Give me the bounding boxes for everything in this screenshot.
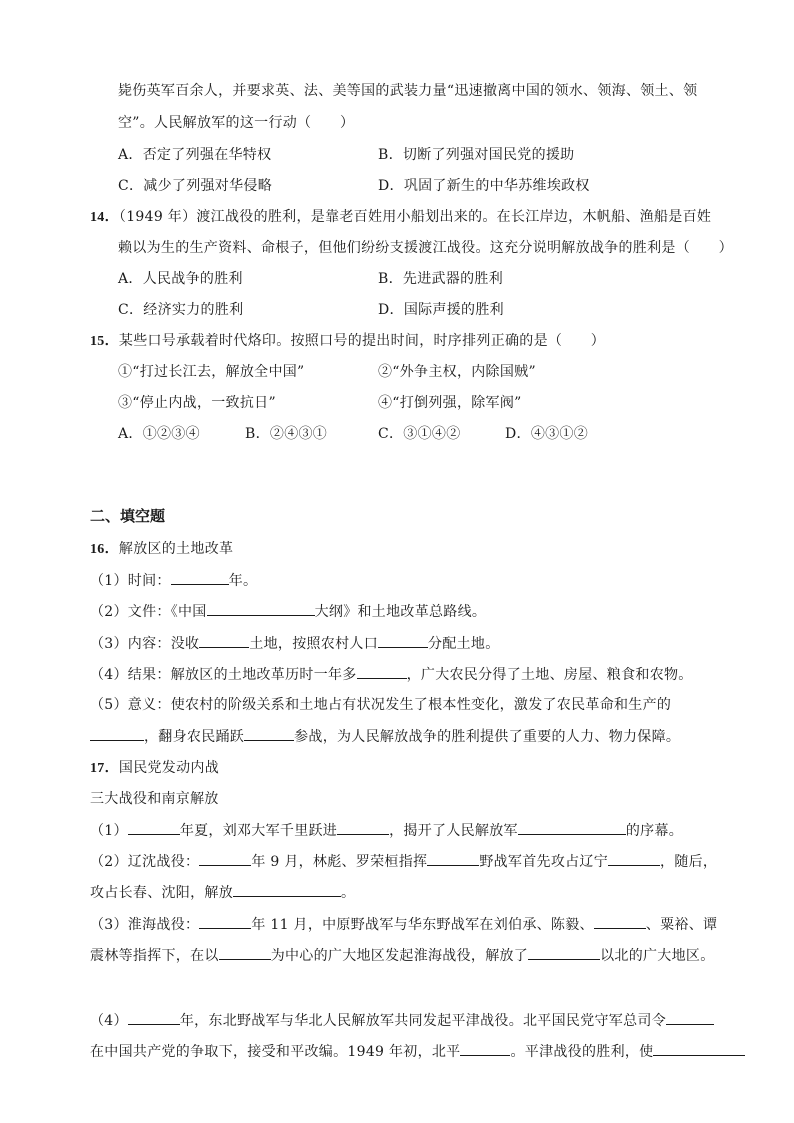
answer-blank[interactable] (594, 914, 646, 929)
answer-blank[interactable] (528, 945, 600, 960)
q15-option-d[interactable]: D．④③①② (505, 426, 589, 442)
q17-item-1-tail: 的序幕。 (625, 823, 684, 839)
q17-item-2-mid: 年 9 月，林彪、罗荣桓指挥 (251, 854, 428, 870)
q17-item-3-cont-mid: 为中心的广大地区发起淮海战役，解放了 (270, 948, 529, 964)
answer-blank[interactable] (219, 945, 271, 960)
q17-title (90, 758, 219, 779)
answer-blank[interactable] (460, 1041, 510, 1056)
answer-blank[interactable] (171, 570, 229, 585)
q15-statement-3: ③“停止内战，一致抗日” (118, 395, 276, 411)
q16-item-5-cont (90, 726, 680, 747)
answer-blank[interactable] (357, 664, 407, 679)
answer-blank[interactable] (378, 633, 428, 648)
q17-item-3-cont-tail: 以北的广大地区。 (600, 948, 715, 964)
q16-item-5-mid: ，翻身农民踊跃 (144, 729, 245, 745)
q17-item-2 (90, 851, 717, 872)
q15-stem-text: 某些口号承载着时代烙印。按照口号的提出时间，时序排列正确的是（ ） (118, 333, 606, 349)
q16-item-5: （5）意义：使农村的阶级关系和土地占有状况发生了根本性变化，激发了农民革命和生产的 (90, 697, 672, 713)
q17-item-2-cont-tail: 。 (341, 885, 356, 901)
q16-item-4 (90, 664, 693, 685)
q13-option-a[interactable]: A．否定了列强在华特权 (118, 147, 272, 163)
section-heading: 二、填空题 (90, 507, 166, 525)
q16-item-1-tail: 年。 (228, 573, 258, 589)
q16-item-2 (90, 601, 486, 622)
q17-item-4 (90, 1010, 714, 1031)
q14-option-b[interactable]: B．先进武器的胜利 (378, 271, 503, 287)
q14-stem-line-1 (90, 207, 711, 228)
q17-item-3-cont (90, 945, 715, 966)
q17-item-3-mid: 年 11 月，中原野战军与华东野战军在刘伯承、陈毅、 (251, 917, 594, 933)
q16-title (90, 539, 233, 560)
answer-blank[interactable] (233, 882, 341, 897)
q14-stem-text: （1949 年）渡江战役的胜利，是靠老百姓用小船划出来的。在长江岸边，木帆船、渔船是百姓 (118, 209, 712, 225)
q17-item-1 (90, 820, 683, 841)
q16-item-4-text: （4）结果：解放区的土地改革历时一年多 (90, 667, 357, 683)
q17-item-4-cont (90, 1041, 745, 1062)
q17-number: 17． (90, 761, 119, 776)
q17-item-3-text: （3）淮海战役： (90, 917, 200, 933)
q16-item-3-tail: 分配土地。 (428, 636, 500, 652)
q15-statement-4: ④“打倒列强，除军阀” (378, 395, 522, 411)
q16-number: 16． (90, 542, 119, 557)
answer-blank[interactable] (128, 820, 180, 835)
q16-item-1 (90, 570, 257, 591)
q17-item-3-cont-text: 震林等指挥下，在以 (90, 948, 219, 964)
q13-option-c[interactable]: C．减少了列强对华侵略 (118, 178, 273, 194)
answer-blank[interactable] (199, 914, 251, 929)
q16-item-1-text: （1）时间： (90, 573, 171, 589)
answer-blank[interactable] (653, 1041, 745, 1056)
answer-blank[interactable] (199, 633, 249, 648)
q15-option-c[interactable]: C．③①④② (378, 426, 461, 442)
q17-title-text: 国民党发动内战 (118, 760, 220, 776)
q14-number: 14． (90, 210, 119, 225)
q17-item-4-cont-tail: 。平津战役的胜利，使 (510, 1044, 654, 1060)
q14-stem-line-2: 赖以为生的生产资料、命根子，但他们纷纷支援渡江战役。这充分说明解放战争的胜利是（ ） (118, 240, 733, 256)
q17-item-1-mid2: ，揭开了人民解放军 (389, 823, 518, 839)
q17-item-1-text: （1） (90, 823, 128, 839)
q17-item-1-mid: 年夏，刘邓大军千里跃进 (179, 823, 338, 839)
q17-subtitle: 三大战役和南京解放 (90, 791, 219, 807)
answer-blank[interactable] (427, 851, 479, 866)
q14-option-d[interactable]: D．国际声援的胜利 (378, 302, 504, 318)
q15-statement-2: ②“外争主权，内除国贼” (378, 364, 536, 380)
q13-option-d[interactable]: D．巩固了新生的中华苏维埃政权 (378, 178, 590, 194)
q16-item-3-mid: 土地，按照农村人口 (249, 636, 379, 652)
answer-blank[interactable] (244, 726, 294, 741)
q16-item-5-tail: 参战，为人民解放战争的胜利提供了重要的人力、物力保障。 (294, 729, 681, 745)
answer-blank[interactable] (337, 820, 389, 835)
q17-item-2-mid2: 野战军首先攻占辽宁 (479, 854, 609, 870)
q15-option-b[interactable]: B．②④③① (245, 426, 328, 442)
answer-blank[interactable] (199, 851, 251, 866)
q16-item-2-text: （2）文件：《中国 (90, 604, 207, 620)
answer-blank[interactable] (128, 1010, 180, 1025)
q17-item-2-tail: ，随后， (660, 854, 718, 870)
q15-option-a[interactable]: A．①②③④ (118, 426, 200, 442)
q13-stem-line-2: 空”。人民解放军的这一行动（ ） (118, 115, 355, 131)
q17-item-4-text: （4） (90, 1013, 128, 1029)
q17-item-2-cont-text: 攻占长春、沈阳，解放 (90, 885, 233, 901)
q17-item-2-text: （2）辽沈战役： (90, 854, 200, 870)
q16-item-3-text: （3）内容：没收 (90, 636, 200, 652)
q17-item-3-tail: 、粟裕、谭 (645, 917, 718, 933)
answer-blank[interactable] (518, 820, 626, 835)
q13-stem-line-1: 毙伤英军百余人，并要求英、法、美等国的武装力量“迅速撤离中国的领水、领海、领土、领 (118, 83, 698, 99)
answer-blank[interactable] (608, 851, 660, 866)
q15-stem (90, 331, 605, 352)
q17-item-4-cont-text: 在中国共产党的争取下，接受和平改编。1949 年初，北平 (90, 1044, 461, 1060)
q16-item-3 (90, 633, 500, 654)
q17-item-4-mid: 年，东北野战军与华北人民解放军共同发起平津战役。北平国民党守军总司令 (179, 1013, 667, 1029)
q15-number: 15． (90, 334, 119, 349)
q16-title-text: 解放区的土地改革 (118, 541, 234, 557)
answer-blank[interactable] (666, 1010, 714, 1025)
q17-item-2-cont (90, 882, 355, 903)
q15-statement-1: ①“打过长江去，解放全中国” (118, 364, 305, 380)
q17-item-3 (90, 914, 717, 935)
answer-blank[interactable] (207, 601, 315, 616)
q16-item-4-tail: ，广大农民分得了土地、房屋、粮食和农物。 (406, 667, 693, 683)
q16-item-2-tail: 大纲》和土地改革总路线。 (314, 604, 487, 620)
q13-option-b[interactable]: B．切断了列强对国民党的援助 (378, 147, 575, 163)
q14-option-c[interactable]: C．经济实力的胜利 (118, 302, 244, 318)
answer-blank[interactable] (90, 726, 144, 741)
q14-option-a[interactable]: A．人民战争的胜利 (118, 271, 243, 287)
